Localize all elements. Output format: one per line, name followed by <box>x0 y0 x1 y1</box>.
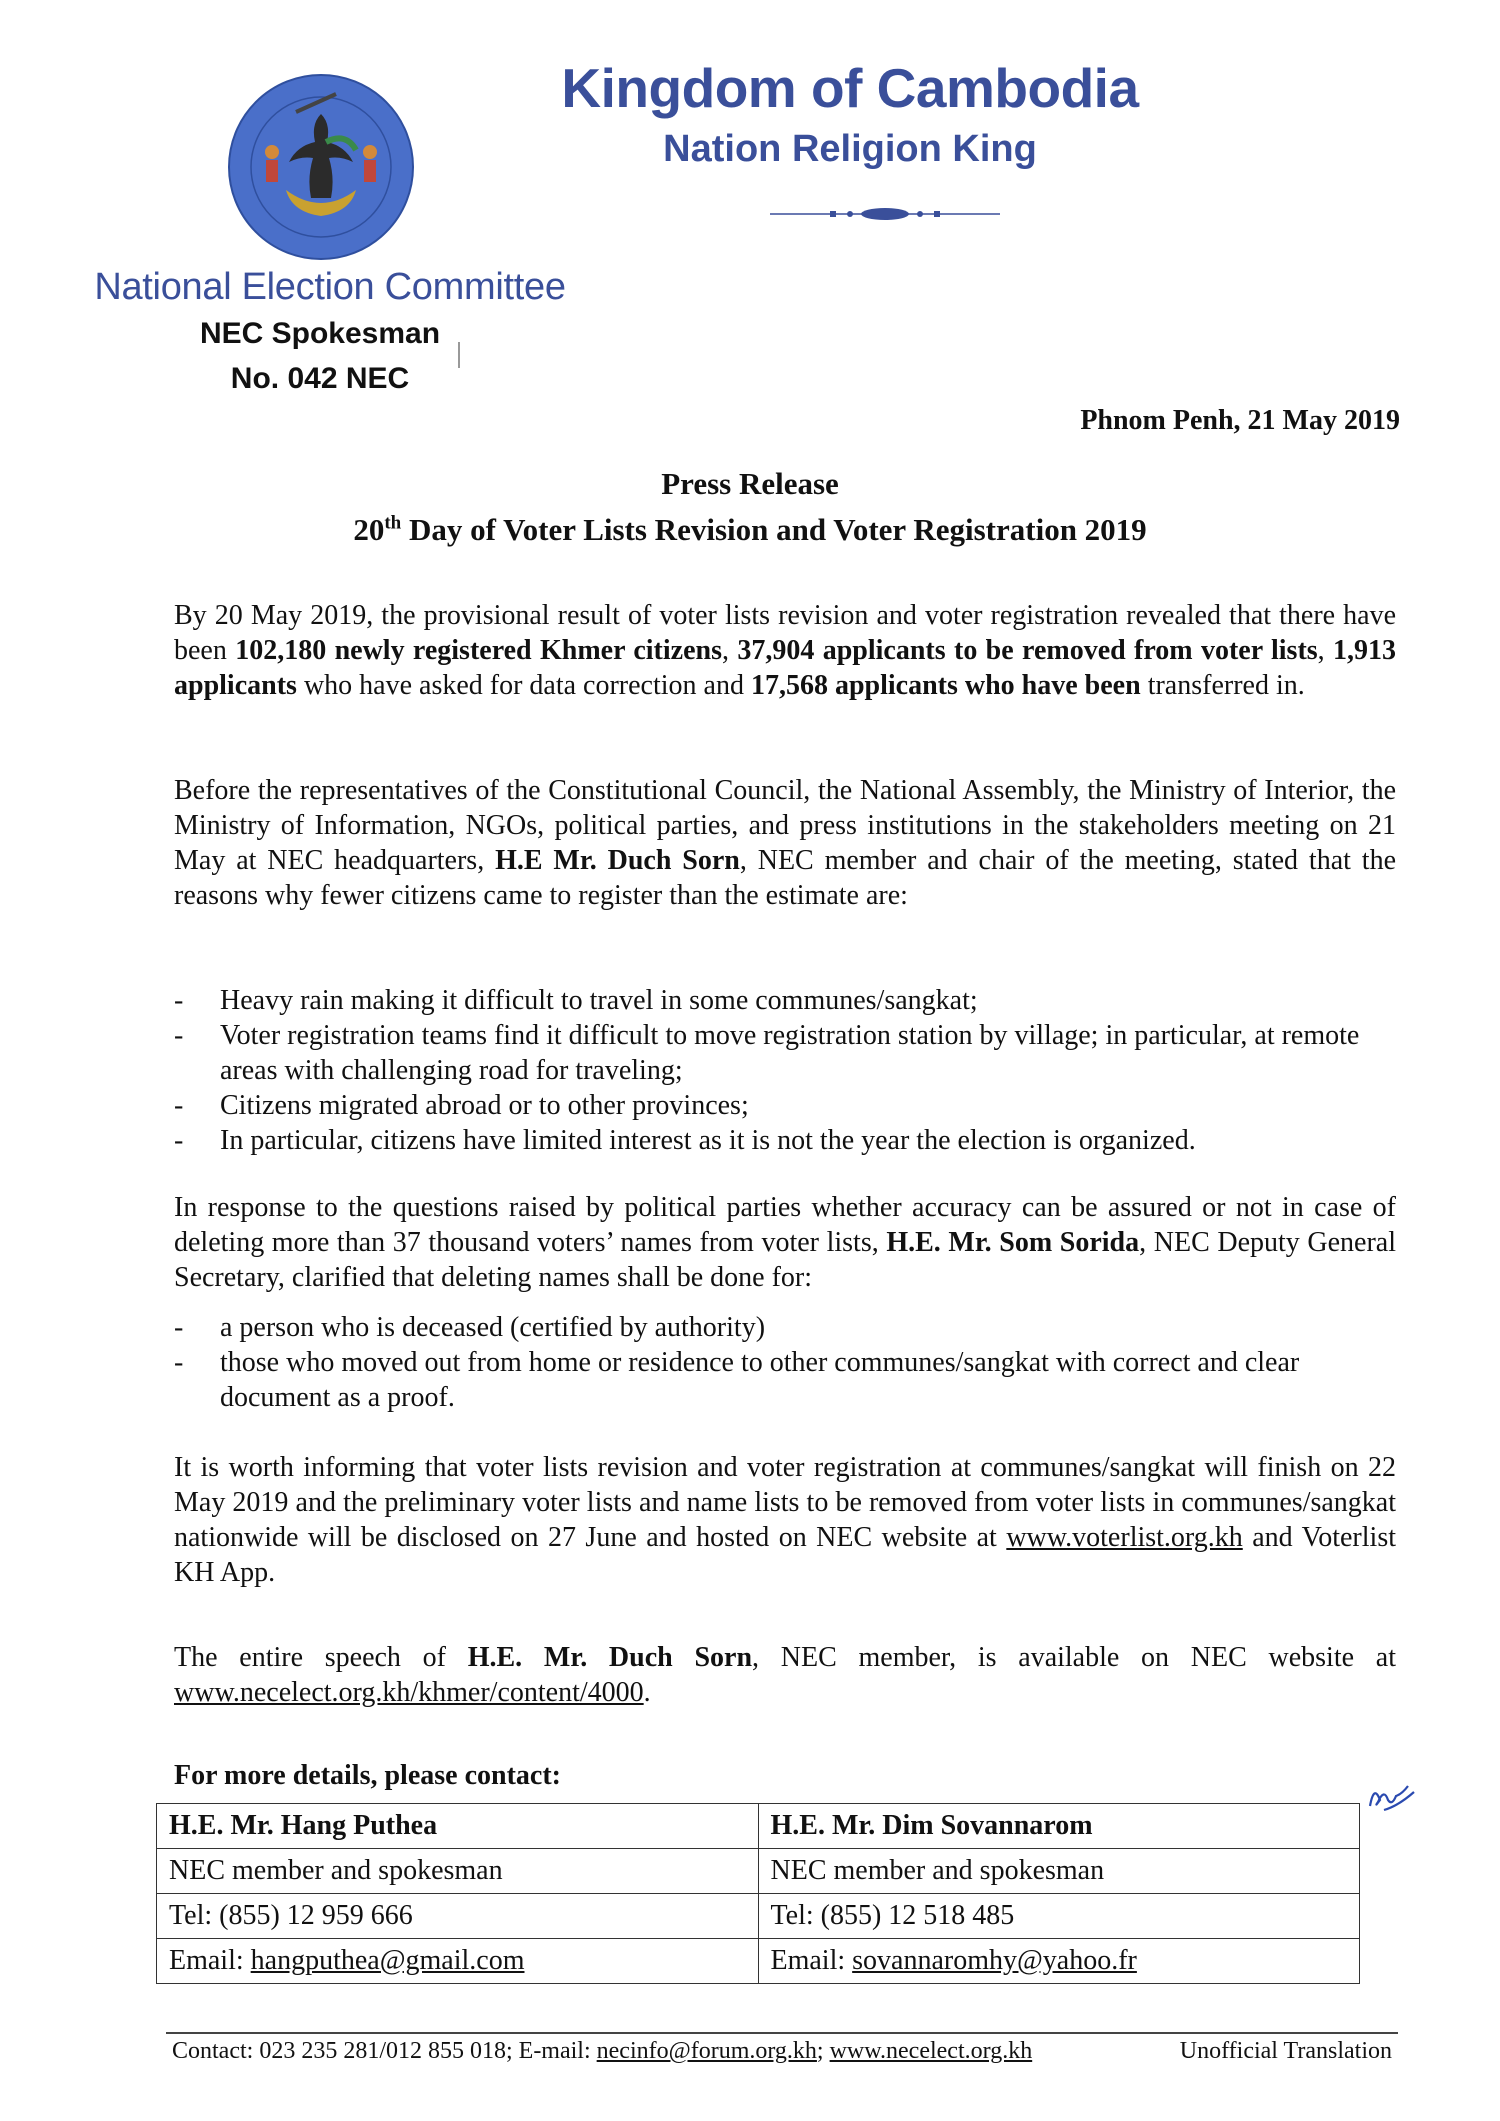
text-span: By 20 May 2019, the provisional result of voter lists revision and voter registration revealed that there have been <box>174 600 1396 666</box>
text-span: , <box>1317 635 1334 666</box>
text-span: , NEC member and chair of the meeting, stated that the reasons why fewer citizens came to register than the estimate are: <box>174 845 1396 911</box>
organization-name: National Election Committee <box>94 266 566 308</box>
paragraph-stakeholders <box>174 773 1396 913</box>
document-title: Press Release <box>661 466 839 501</box>
contact-name: H.E. Mr. Dim Sovannarom <box>758 1804 1360 1849</box>
footer-website-link[interactable]: www.necelect.org.kh <box>829 2038 1033 2064</box>
contact-email-cell <box>157 1939 759 1984</box>
day-number: 20 <box>353 512 385 547</box>
text-span: Before the representatives of the Constitutional Council, the National Assembly, the Ministry of Interior, the Ministry of Information, NGOs, political parties, and press institutions in the stakeholders meeting on 21 May at NEC headquarters, <box>174 775 1396 876</box>
contacts-table <box>156 1803 1360 1984</box>
list-item: - In particular, citizens have limited interest as it is not the year the election is organized. <box>174 1123 1396 1158</box>
footer-contact <box>172 2038 1032 2065</box>
bold-span: H.E Mr. Duch Sorn <box>495 845 740 876</box>
contact-heading: For more details, please contact: <box>174 1760 561 1791</box>
list-item: - Voter registration teams find it difficult to move registration station by village; in particular, at remote areas with challenging road for traveling; <box>174 1018 1396 1088</box>
table-row <box>157 1939 1360 1984</box>
place-date: Phnom Penh, 21 May 2019 <box>1080 405 1400 436</box>
text-span: . <box>643 1677 651 1708</box>
footer-note: Unofficial Translation <box>1179 2038 1392 2064</box>
email-label: Email: <box>169 1945 251 1976</box>
email-link[interactable]: hangputhea@gmail.com <box>250 1945 525 1976</box>
footer-text: ; <box>816 2038 830 2064</box>
paragraph-schedule <box>174 1450 1396 1590</box>
department-name: NEC Spokesman <box>199 317 441 350</box>
text-span: who have asked for data correction and <box>296 670 751 701</box>
contact-email-cell <box>758 1939 1360 1984</box>
contact-role: NEC member and spokesman <box>157 1849 759 1894</box>
bold-span: 17,568 applicants who have been <box>750 670 1141 701</box>
list-item: - those who moved out from home or residence to other communes/sangkat with correct and clear document as a proof. <box>174 1345 1396 1415</box>
table-row <box>157 1849 1360 1894</box>
ornament-divider-icon <box>770 204 1000 224</box>
footer-divider <box>166 2032 1398 2034</box>
contact-role: NEC member and spokesman <box>758 1849 1360 1894</box>
document-number: No. 042 NEC <box>230 362 410 395</box>
text-span: , NEC Deputy General Secretary, clarified that deleting names shall be done for: <box>174 1227 1396 1293</box>
deletion-criteria-list <box>174 1310 1396 1415</box>
voterlist-link[interactable]: www.voterlist.org.kh <box>1006 1522 1243 1553</box>
list-item: - a person who is deceased (certified by authority) <box>174 1310 1396 1345</box>
text-span: In response to the questions raised by political parties whether accuracy can be assured or not in case of deleting more than 37 thousand voters’ names from voter lists, <box>174 1192 1396 1258</box>
bold-span: H.E. Mr. Duch Sorn <box>467 1642 753 1673</box>
contact-phone: Tel: (855) 12 518 485 <box>758 1894 1360 1939</box>
text-span: It is worth informing that voter lists revision and voter registration at communes/sangkat will finish on 22 May 2019 and the preliminary voter lists and name lists to be removed from voter lists in communes/sangkat nationwide will be disclosed on 27 June and hosted on NEC website at <box>174 1452 1396 1553</box>
bold-span: H.E. Mr. Som Sorida <box>886 1227 1140 1258</box>
bold-span: 37,904 applicants to be removed from voter lists <box>737 635 1318 666</box>
initials-signature <box>1364 1776 1424 1816</box>
footer-email-link[interactable]: necinfo@forum.org.kh <box>596 2038 817 2064</box>
text-span: transferred in. <box>1140 670 1305 701</box>
text-span: , <box>722 635 738 666</box>
footer-text: Contact: 023 235 281/012 855 018; E-mail: <box>172 2038 597 2064</box>
bold-span: 1,913 applicants <box>174 635 1397 701</box>
national-motto: Nation Religion King <box>663 128 1037 170</box>
text-span: and Voterlist KH App. <box>174 1522 1396 1588</box>
speech-link[interactable]: www.necelect.org.kh/khmer/content/4000 <box>174 1677 644 1708</box>
nec-emblem-icon <box>226 72 416 262</box>
table-row <box>157 1894 1360 1939</box>
text-span: The entire speech of <box>174 1642 468 1673</box>
country-name: Kingdom of Cambodia <box>561 57 1139 119</box>
reasons-list <box>174 983 1396 1158</box>
day-suffix: th <box>384 512 402 534</box>
bold-span: 102,180 newly registered Khmer citizens <box>235 635 722 666</box>
contact-name: H.E. Mr. Hang Puthea <box>157 1804 759 1849</box>
list-item: - Citizens migrated abroad or to other provinces; <box>174 1088 1396 1123</box>
text-span: , NEC member, is available on NEC website at <box>752 1642 1396 1673</box>
contact-phone: Tel: (855) 12 959 666 <box>157 1894 759 1939</box>
subtitle-rest: Day of Voter Lists Revision and Voter Registration 2019 <box>401 512 1147 547</box>
list-item: - Heavy rain making it difficult to travel in some communes/sangkat; <box>174 983 1396 1018</box>
paragraph-results <box>174 598 1396 703</box>
document-subtitle <box>0 512 1500 548</box>
mark-divider <box>458 342 460 368</box>
paragraph-speech <box>174 1640 1396 1710</box>
email-label: Email: <box>770 1945 853 1976</box>
email-link[interactable]: sovannaromhy@yahoo.fr <box>852 1945 1137 1976</box>
paragraph-deletion <box>174 1190 1396 1295</box>
table-row <box>157 1804 1360 1849</box>
